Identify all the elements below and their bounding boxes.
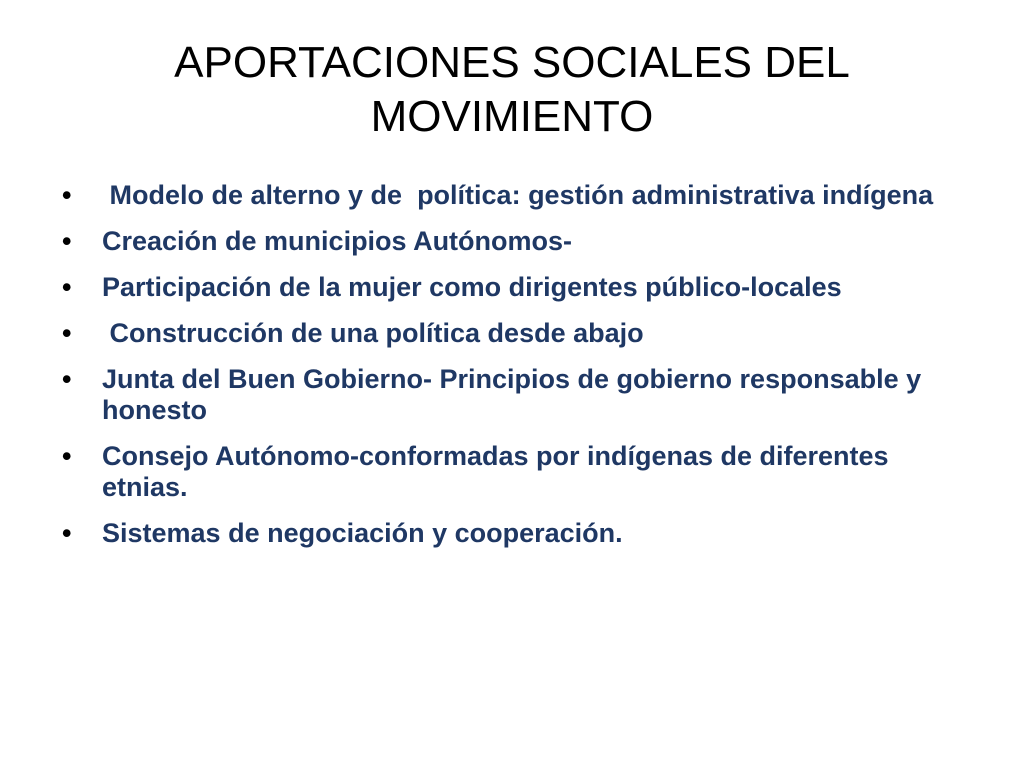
slide-title-line-2: MOVIMIENTO (370, 92, 654, 141)
bullet-list (62, 180, 962, 564)
bullet-marker-icon: • (62, 318, 72, 348)
slide-title (60, 36, 964, 144)
bullet-text: Sistemas de negociación y cooperación. (102, 518, 623, 548)
bullet-marker-icon: • (62, 518, 72, 548)
bullet-item (62, 180, 962, 211)
bullet-item (62, 441, 962, 503)
bullet-item (62, 226, 962, 257)
bullet-item (62, 318, 962, 349)
bullet-marker-icon: • (62, 226, 72, 256)
bullet-marker-icon: • (62, 272, 72, 302)
slide-title-line-1: APORTACIONES SOCIALES DEL (174, 38, 850, 87)
bullet-text: Construcción de una política desde abajo (102, 318, 644, 348)
bullet-text: Junta del Buen Gobierno- Principios de gobierno responsable y honesto (102, 364, 929, 425)
bullet-text: Consejo Autónomo-conformadas por indígenas de diferentes etnias. (102, 441, 897, 502)
bullet-item (62, 518, 962, 549)
bullet-text: Modelo de alterno y de política: gestión administrativa indígena (102, 180, 934, 210)
bullet-item (62, 272, 962, 303)
bullet-item (62, 364, 962, 426)
bullet-text: Creación de municipios Autónomos- (102, 226, 573, 256)
bullet-text: Participación de la mujer como dirigentes público-locales (102, 272, 842, 302)
bullet-marker-icon: • (62, 364, 72, 394)
bullet-marker-icon: • (62, 441, 72, 471)
bullet-marker-icon: • (62, 180, 72, 210)
